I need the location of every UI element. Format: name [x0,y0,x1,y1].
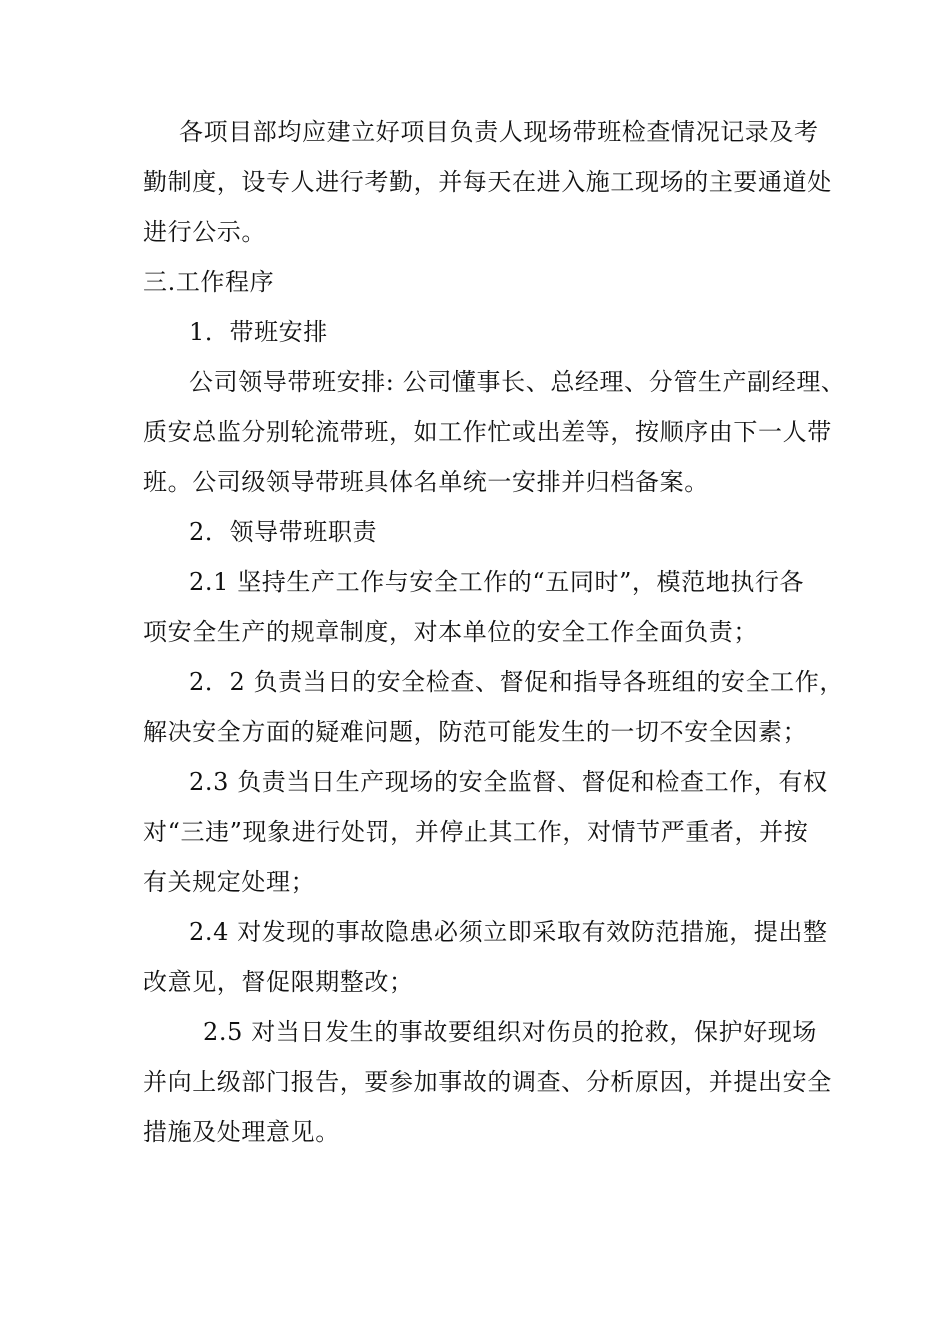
subsection-heading: 1．带班安排 [189,318,328,346]
paragraph-line: 2.3 负责当日生产现场的安全监督、督促和检查工作，有权 [189,768,828,796]
paragraph-line: 进行公示。 [143,218,266,246]
paragraph-line: 改意见，督促限期整改； [143,968,414,996]
paragraph-line: 2.4 对发现的事故隐患必须立即采取有效防范措施，提出整 [189,918,828,946]
paragraph-line: 各项目部均应建立好项目负责人现场带班检查情况记录及考 [179,118,819,146]
subsection-heading: 2．领导带班职责 [189,518,378,546]
paragraph-line: 对“三违”现象进行处罚，并停止其工作，对情节严重者，并按 [143,818,809,846]
paragraph-line: 勤制度，设专人进行考勤，并每天在进入施工现场的主要通道处 [143,168,832,196]
paragraph-line: 并向上级部门报告，要参加事故的调查、分析原因，并提出安全 [143,1068,832,1096]
paragraph-line: 有关规定处理； [143,868,316,896]
paragraph-line: 质安总监分别轮流带班，如工作忙或出差等，按顺序由下一人带 [143,418,832,446]
paragraph-line: 措施及处理意见。 [143,1118,340,1146]
paragraph-line: 2.5 对当日发生的事故要组织对伤员的抢救，保护好现场 [203,1018,817,1046]
paragraph-line: 项安全生产的规章制度，对本单位的安全工作全面负责； [143,618,758,646]
paragraph-line: 2.1 坚持生产工作与安全工作的“五同时”，模范地执行各 [189,568,805,596]
paragraph-line: 公司领导带班安排: 公司懂事长、总经理、分管生产副经理、 [189,368,846,396]
paragraph-line: 解决安全方面的疑难问题，防范可能发生的一切不安全因素； [143,718,808,746]
paragraph-line: 班。公司级领导带班具体名单统一安排并归档备案。 [143,468,709,496]
section-heading: 三.工作程序 [143,268,275,296]
paragraph-line: 2．2 负责当日的安全检查、督促和指导各班组的安全工作， [189,668,844,696]
